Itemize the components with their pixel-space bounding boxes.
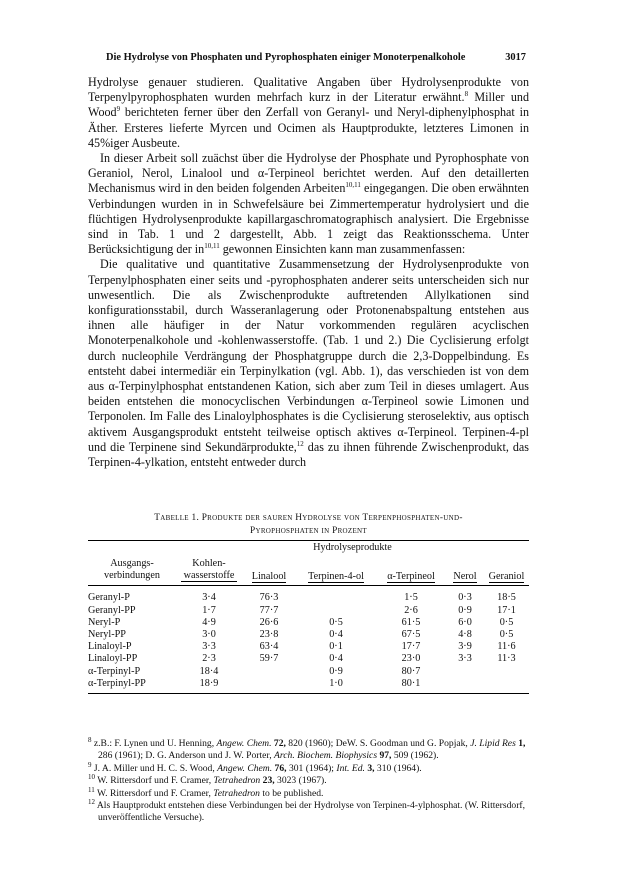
table-cell: 3·3 xyxy=(458,653,472,665)
table-cell: 0·4 xyxy=(329,628,343,640)
row-name: Geranyl-PP xyxy=(88,604,136,616)
reference-mark: 8 xyxy=(464,90,469,99)
row-header: Ausgangs-verbindungen xyxy=(103,557,161,581)
table-cell: 23·8 xyxy=(259,628,279,640)
text-run: 23, xyxy=(262,775,275,787)
text-run: Int. Ed. xyxy=(336,762,365,774)
table-cell: 0·9 xyxy=(458,604,472,616)
text-run: Die qualitative und quantitative Zusammensetzung der Hydrolysenprodukte von Terpenylphosphaten einer seits und -pyrophosphaten anderer seits unterscheiden sich nur unwesentlich. Die als Zwischenprodukte auftretenden Allylkationen sind konfigurationsstabil, durch Wasseranlagerung oder Protonenabspaltung entstehen aus ihnen alle häufiger in der Natur vorkommenden regulären acyclischen Monoterpenalkohole und -kohlenwasserstoffe. (Tab. 1 und 2.) Die Cyclisierung erfolgt durch nucleophile Verdrängung der Phosphatgruppe durch die 2,3-Doppelbindung. Es entsteht dabei intermediär ein Terpinylkation (vgl. Abb. 1), das verschieden ist von dem aus α-Terpinylphosphat entstandenen Kation, sich aber zum Teil in dieses umlagert. Aus beiden entstehen die monocyclischen Verbindungen α-Terpineol sowie Limonen und Terponolen. Im Falle des Linaloylphosphates is die Cyclisierung steroselektiv, aus optisch aktivem Ausgangsprodukt entsteht teilweise optisch aktives α-Terpineol. Terpinen-4-pl und die Terpinene sind Sekundärprodukte, xyxy=(88,257,529,454)
table-cell: 1·7 xyxy=(202,604,216,616)
text-run: 3023 (1967). xyxy=(274,775,327,787)
table-cell: 1·0 xyxy=(329,677,343,689)
table-cell: 80·1 xyxy=(401,677,421,689)
reference-mark: 12 xyxy=(88,797,95,806)
table-cell: 63·4 xyxy=(259,641,279,653)
table-row xyxy=(88,604,529,616)
table-cell: 3·4 xyxy=(202,592,216,604)
text-run: berichteten ferner über den Zerfall von Geranyl- und Neryl-diphenylphosphat in Äther. Ersteres lieferte Myrcen und Ocimen als Hauptprodukte, letzteres Limonen in 45%iger Ausbeute. xyxy=(88,105,529,150)
table-caption-line2: Pyrophosphaten in Prozent xyxy=(250,525,367,536)
table-cell: 67·5 xyxy=(401,628,421,640)
table-cell: 2·3 xyxy=(202,653,216,665)
table-cell: 2·6 xyxy=(404,604,418,616)
text-run: 310 (1964). xyxy=(374,762,422,774)
table-cell: 0·9 xyxy=(329,665,343,677)
text-run: das zu ihnen führende Zwischenprodukt, das Terpinen-4-ylkation, entsteht entweder durch xyxy=(88,439,529,470)
reference-mark: 10,11 xyxy=(345,181,361,190)
table-cell: 0·5 xyxy=(329,616,343,628)
text-run: Tetrahedron xyxy=(213,775,261,787)
table-cell: 3·9 xyxy=(458,641,472,653)
table-caption-line1: Produkte der sauren Hydrolyse von Terpenphosphaten-und- xyxy=(201,513,463,523)
row-name: Geranyl-P xyxy=(88,592,130,604)
text-run: gewonnen Einsichten kann man zusammenfassen: xyxy=(219,242,466,257)
text-run: In dieser Arbeit soll zuächst über die Hydrolyse der Phosphate und Pyrophosphate von Geraniol, Nerol, Linalool und α-Terpineol berichtet werden. Auf den detaillerten Mechanismus wird in den beiden folgenden Arbeiten xyxy=(88,151,529,196)
footnote-8 xyxy=(88,735,529,763)
table-cell: 17·1 xyxy=(497,604,516,616)
text-run: Angew. Chem. xyxy=(216,738,272,749)
reference-mark: 9 xyxy=(88,760,92,769)
col-header: α-Terpineol xyxy=(387,570,435,582)
footnotes xyxy=(88,735,529,825)
col-header: Nerol xyxy=(453,570,477,582)
table-cell: 4·8 xyxy=(458,628,472,640)
table-row xyxy=(88,616,529,628)
col-header: Geraniol xyxy=(488,570,525,582)
reference-mark: 11 xyxy=(88,785,95,794)
paragraph-2 xyxy=(88,151,529,257)
col-header: Terpinen-4-ol xyxy=(308,570,364,582)
body-text xyxy=(88,75,529,470)
reference-mark: 10 xyxy=(88,773,95,782)
table-cell: 3·3 xyxy=(202,641,216,653)
text-run: 1, xyxy=(518,738,526,749)
table-cell: 80·7 xyxy=(401,665,421,677)
text-run: Angew. Chem. xyxy=(217,762,273,774)
text-run: 820 (1960); DeW. S. Goodman und G. Popjak, xyxy=(285,738,471,749)
table-row xyxy=(88,653,529,665)
table-cell xyxy=(446,677,484,689)
row-name: α-Terpinyl-P xyxy=(88,665,141,677)
table-cell: 0·4 xyxy=(329,653,343,665)
table-cell xyxy=(484,677,529,689)
text-run: Als Hauptprodukt entstehen diese Verbindungen bei der Hydrolyse von Terpinen-4-ylphosphat. (W. Rittersdorf, unveröffentliche Versuche). xyxy=(95,800,525,824)
table-cell: 18·4 xyxy=(199,665,219,677)
footnote-9 xyxy=(88,760,529,775)
table-cell: 61·5 xyxy=(401,616,421,628)
row-name: Neryl-PP xyxy=(88,628,126,640)
table-cell xyxy=(242,665,296,677)
text-run: eingegangen. Die oben erwähnten Verbindungen wurden in in Schwefelsäure bei Zimmertemperatur hydrolysiert und die flüchtigen Hydrolysenprodukte kapillargaschromatographisch analysiert. Die Ergebnisse sind in Tab. 1 und 2 dargestellt, Abb. 1 zeigt das Reaktionsschema. Unter Berücksichtigung der in xyxy=(88,181,529,257)
text-run: z.B.: F. Lynen und U. Henning, xyxy=(91,738,217,749)
table-cell: 3·0 xyxy=(202,628,216,640)
row-name: Linaloyl-PP xyxy=(88,653,138,665)
row-name: Neryl-P xyxy=(88,616,121,628)
table-cell xyxy=(242,677,296,689)
table-cell: 4·9 xyxy=(202,616,216,628)
text-run: Arch. Biochem. Biophysics xyxy=(274,750,378,762)
text-run: 76, xyxy=(274,762,287,774)
text-run: 286 (1961); D. G. Anderson und J. W. Porter, xyxy=(98,750,275,762)
table-cell: 11·6 xyxy=(497,641,516,653)
table-cell: 26·6 xyxy=(259,616,279,628)
footnote-12 xyxy=(88,797,529,825)
text-run: W. Rittersdorf und F. Cramer, xyxy=(95,775,214,787)
table-row xyxy=(88,629,529,641)
text-run: J. A. Miller und H. C. S. Wood, xyxy=(91,762,218,774)
col-header: Linalool xyxy=(251,570,287,582)
text-run: 301 (1964); xyxy=(286,762,337,774)
reference-mark: 9 xyxy=(116,105,121,114)
table-cell: 11·3 xyxy=(497,653,516,665)
paragraph-1 xyxy=(88,75,529,151)
table-cell: 0·5 xyxy=(499,628,514,640)
text-run: 97, xyxy=(379,750,392,762)
table-caption xyxy=(88,512,529,537)
table-cell: 0·5 xyxy=(499,616,514,628)
table-cell: 0·1 xyxy=(329,641,343,653)
table-row xyxy=(88,677,529,689)
table-cell: 6·0 xyxy=(458,616,472,628)
table-cell: 18·5 xyxy=(497,592,516,604)
text-run: W. Rittersdorf und F. Cramer, xyxy=(94,787,214,799)
table-cell: 17·7 xyxy=(401,641,421,653)
group-header: Hydrolyseprodukte xyxy=(313,542,392,553)
table-cell xyxy=(484,665,529,677)
footnote-11 xyxy=(88,785,529,800)
paragraph-3 xyxy=(88,257,529,470)
text-run: Hydrolyse genauer studieren. Qualitative Angaben über Hydrolysenprodukte von Terpenylpyrophosphaten wurden mehrfach kurz in der Literatur erwähnt. xyxy=(88,75,529,105)
table-cell: 0·3 xyxy=(458,592,472,604)
table-cell xyxy=(296,586,376,604)
table-caption-label: Tabelle 1. xyxy=(154,513,200,523)
table-row xyxy=(88,586,529,604)
text-run: J. Lipid Res xyxy=(470,738,516,749)
reference-mark: 12 xyxy=(296,439,304,448)
table-row xyxy=(88,641,529,653)
table-cell: 76·3 xyxy=(259,592,279,604)
table-body xyxy=(88,586,529,693)
footnote-10 xyxy=(88,775,529,787)
row-name: α-Terpinyl-PP xyxy=(88,677,146,689)
reference-mark: 8 xyxy=(88,735,92,744)
row-name: Linaloyl-P xyxy=(88,641,132,653)
table-cell xyxy=(446,665,484,677)
table-cell: 18·9 xyxy=(199,677,219,689)
text-run: to be published. xyxy=(259,787,324,799)
results-table xyxy=(88,540,529,694)
col-header: Kohlen-wasserstoffe xyxy=(176,558,242,586)
table-cell: 59·7 xyxy=(259,653,279,665)
text-run: 3, xyxy=(367,762,375,774)
table-cell xyxy=(296,604,376,616)
text-run: 72, xyxy=(273,738,286,749)
text-run: Miller und Wood xyxy=(88,90,530,120)
text-run: 509 (1962). xyxy=(391,750,439,762)
running-title: Die Hydrolyse von Phosphaten und Pyrophosphaten einiger Monoterpenalkohole xyxy=(106,52,466,63)
page-number: 3017 xyxy=(505,52,526,63)
reference-mark: 10,11 xyxy=(204,242,220,251)
text-run: Tetrahedron xyxy=(213,787,260,799)
table-row xyxy=(88,665,529,677)
table-cell: 77·7 xyxy=(259,604,279,616)
table-cell: 1·5 xyxy=(404,592,418,604)
table-cell: 23·0 xyxy=(401,653,421,665)
